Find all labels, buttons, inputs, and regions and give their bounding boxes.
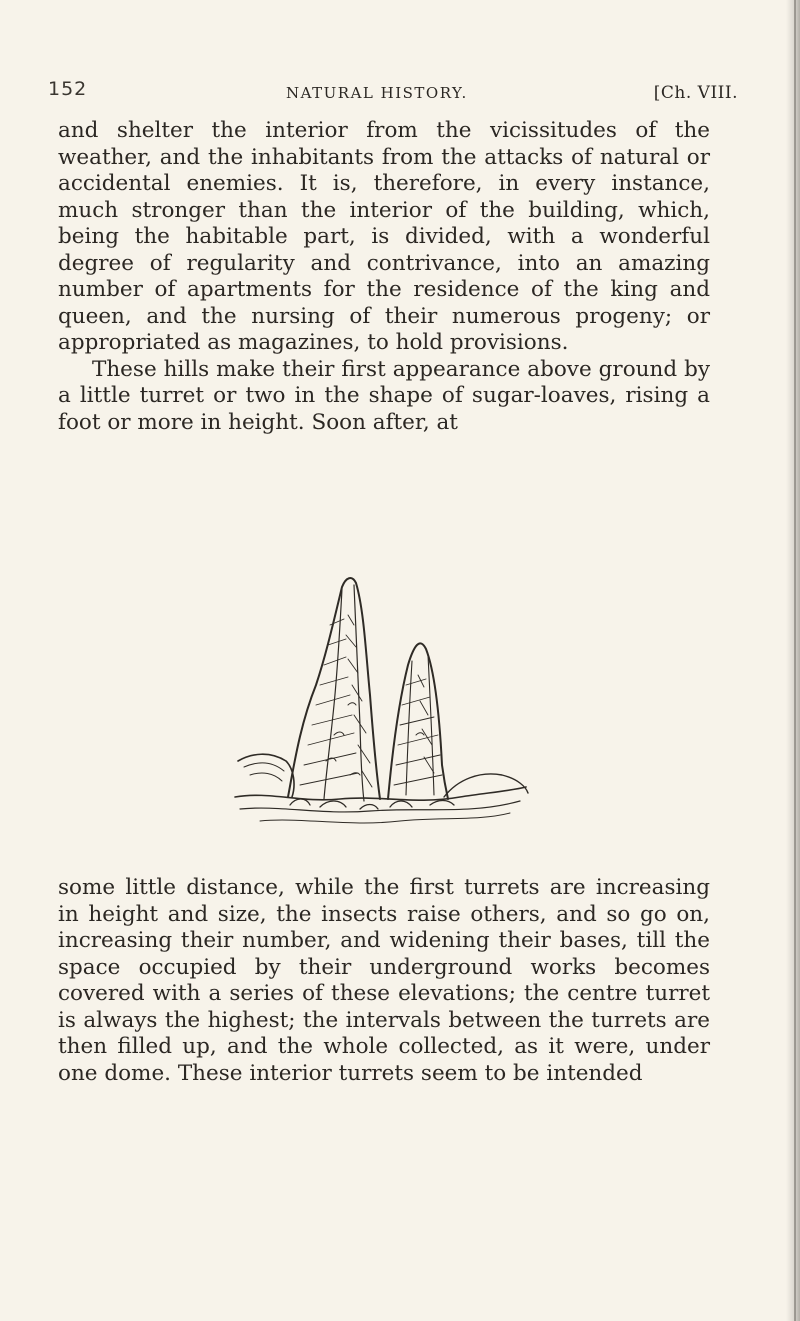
chapter-label: [Ch. VIII.	[653, 83, 738, 103]
running-title: NATURAL HISTORY.	[286, 84, 468, 102]
paragraph-hills: These hills make their first appearance above ground by a little turret or two in the shape of sugar-loaves, rising a foot or more in height. Soon after, at	[58, 356, 710, 435]
page-number: 152	[48, 78, 88, 100]
page-edge-shadow	[786, 0, 800, 1321]
paragraph-continued: and shelter the interior from the vicissitudes of the weather, and the inhabitants from the attacks of natural or accidental enemies. It is, therefore, in every instance, much stronger than the interior of the building, which, being the habitable part, is divided, with a wonderful degree of regularity and contrivance, into an amazing number of apartments for the residence of the king and queen, and the nursing of their numerous progeny; or appropriated as magazines, to hold provisions.	[58, 118, 710, 355]
page-edge-line	[794, 0, 796, 1321]
paragraph-turrets: some little distance, while the first turrets are increasing in height and size, the insects raise others, and so go on, increasing their number, and widening their bases, till the space occupied by their underground works becomes covered with a series of these elevations; the centre turret is always the highest; the intervals between the turrets are then filled up, and the whole collected, as it were, under one dome. These interior turrets seem to be intended	[58, 875, 710, 1086]
body-text-bottom	[58, 875, 710, 1087]
page-header	[48, 80, 738, 110]
body-text-top	[58, 118, 710, 436]
termite-hill-illustration	[230, 565, 530, 830]
